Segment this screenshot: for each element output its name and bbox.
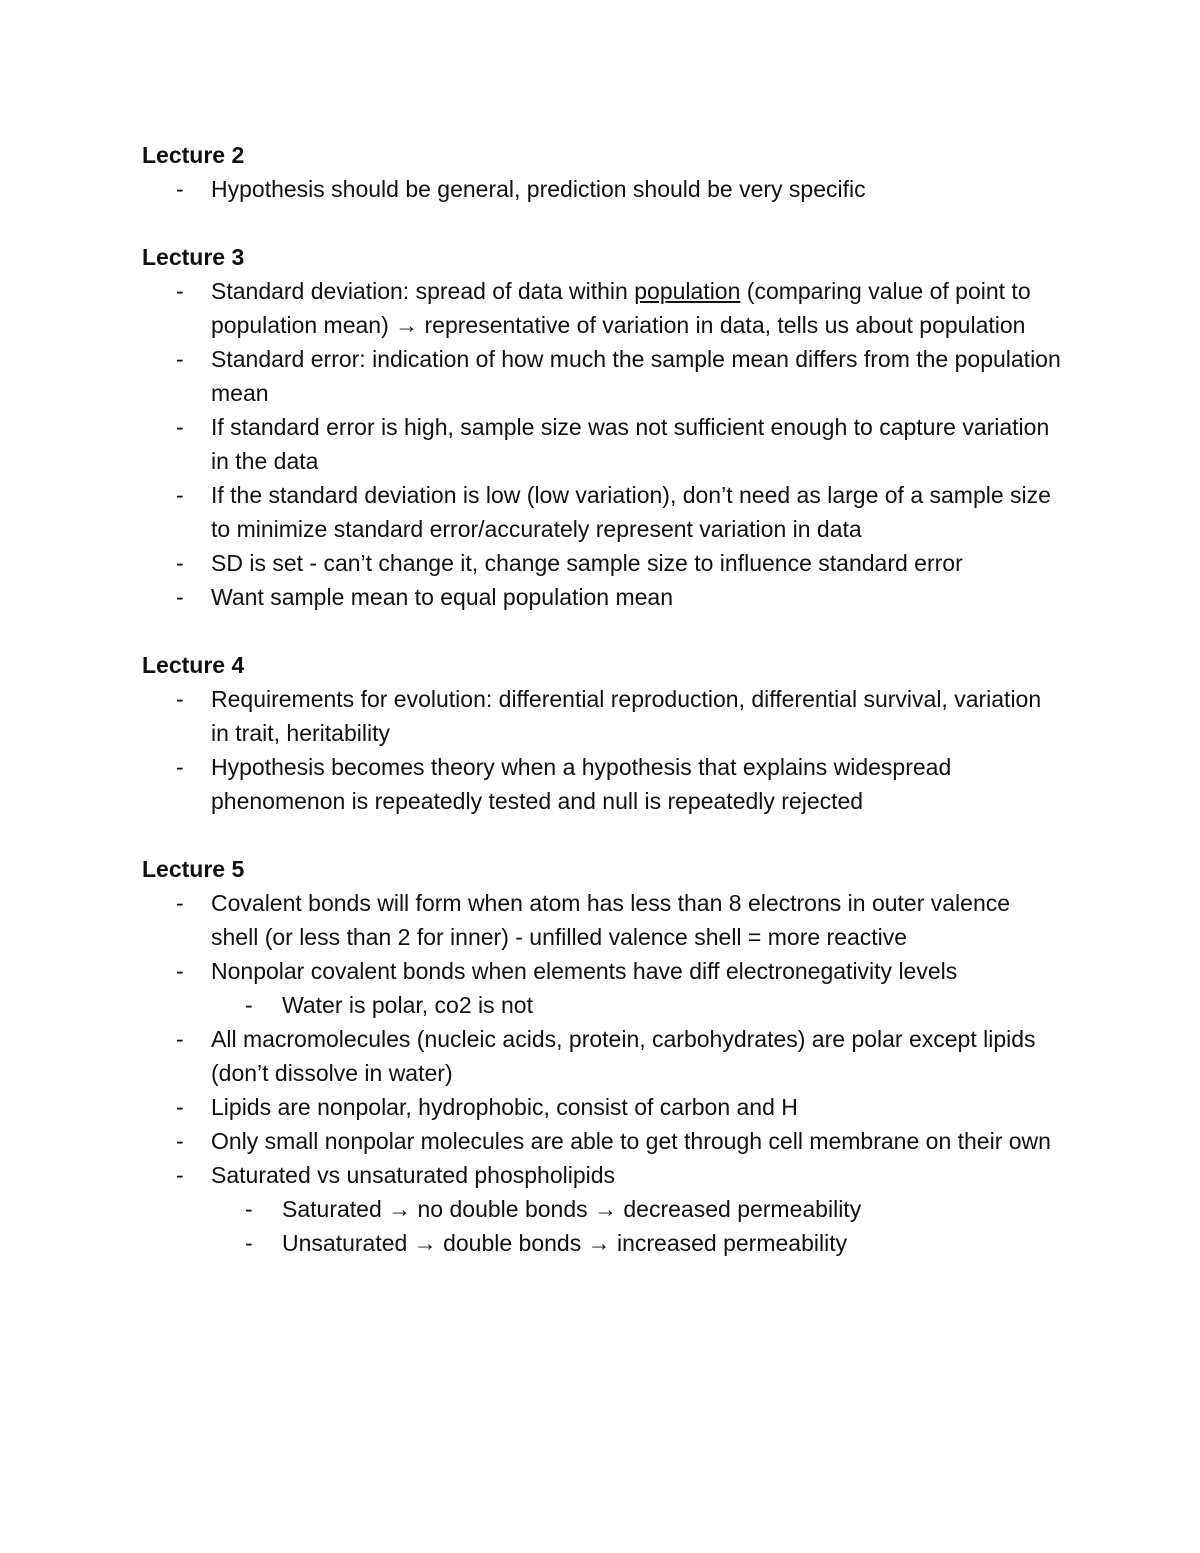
section-heading: Lecture 5	[142, 856, 245, 882]
bullet-list	[142, 172, 1062, 206]
sub-bullet-list	[211, 988, 1062, 1022]
list-item: - Want sample mean to equal population mean	[142, 580, 1062, 614]
list-item: - Covalent bonds will form when atom has less than 8 electrons in outer valence shell (or less than 2 for inner) - unfilled valence shell = more reactive	[142, 886, 1062, 954]
section-lecture-5	[142, 852, 1062, 1260]
bullet-list	[142, 274, 1062, 614]
list-item-text: Saturated vs unsaturated phospholipids	[211, 1162, 616, 1188]
section-lecture-4	[142, 648, 1062, 818]
list-item: - All macromolecules (nucleic acids, protein, carbohydrates) are polar except lipids (don’t dissolve in water)	[142, 1022, 1062, 1090]
sub-list-item: - Water is polar, co2 is not	[211, 988, 1062, 1022]
list-item: - Requirements for evolution: differential reproduction, differential survival, variation in trait, heritability	[142, 682, 1062, 750]
section-heading: Lecture 3	[142, 244, 245, 270]
section-heading: Lecture 2	[142, 142, 245, 168]
list-item-text: (comparing value of point to population mean) → representative of variation in data, tells us about population	[211, 278, 1031, 338]
list-item	[142, 954, 1062, 1022]
bullet-list	[142, 682, 1062, 818]
list-item: - Only small nonpolar molecules are able to get through cell membrane on their own	[142, 1124, 1062, 1158]
list-item-text: Nonpolar covalent bonds when elements have diff electronegativity levels	[211, 958, 958, 984]
list-item-text: Standard deviation: spread of data within	[211, 278, 635, 304]
list-item: - If the standard deviation is low (low variation), don’t need as large of a sample size to minimize standard error/accurately represent variation in data	[142, 478, 1062, 546]
list-item: - SD is set - can’t change it, change sample size to influence standard error	[142, 546, 1062, 580]
bullet-list	[142, 886, 1062, 1260]
section-heading: Lecture 4	[142, 652, 245, 678]
list-item	[142, 1158, 1062, 1260]
list-item: - Hypothesis becomes theory when a hypothesis that explains widespread phenomenon is repeatedly tested and null is repeatedly rejected	[142, 750, 1062, 818]
underlined-term: population	[634, 278, 741, 304]
section-lecture-2	[142, 138, 1062, 206]
section-lecture-3	[142, 240, 1062, 614]
notes-body	[142, 138, 1062, 1294]
list-item: - Hypothesis should be general, prediction should be very specific	[142, 172, 1062, 206]
list-item: - Standard error: indication of how much the sample mean differs from the population mean	[142, 342, 1062, 410]
list-item: - Lipids are nonpolar, hydrophobic, consist of carbon and H	[142, 1090, 1062, 1124]
sub-list-item: - Saturated → no double bonds → decreased permeability	[211, 1192, 1062, 1226]
list-item	[142, 274, 1062, 342]
list-item: - If standard error is high, sample size was not sufficient enough to capture variation in the data	[142, 410, 1062, 478]
sub-bullet-list	[211, 1192, 1062, 1260]
sub-list-item: - Unsaturated → double bonds → increased permeability	[211, 1226, 1062, 1260]
